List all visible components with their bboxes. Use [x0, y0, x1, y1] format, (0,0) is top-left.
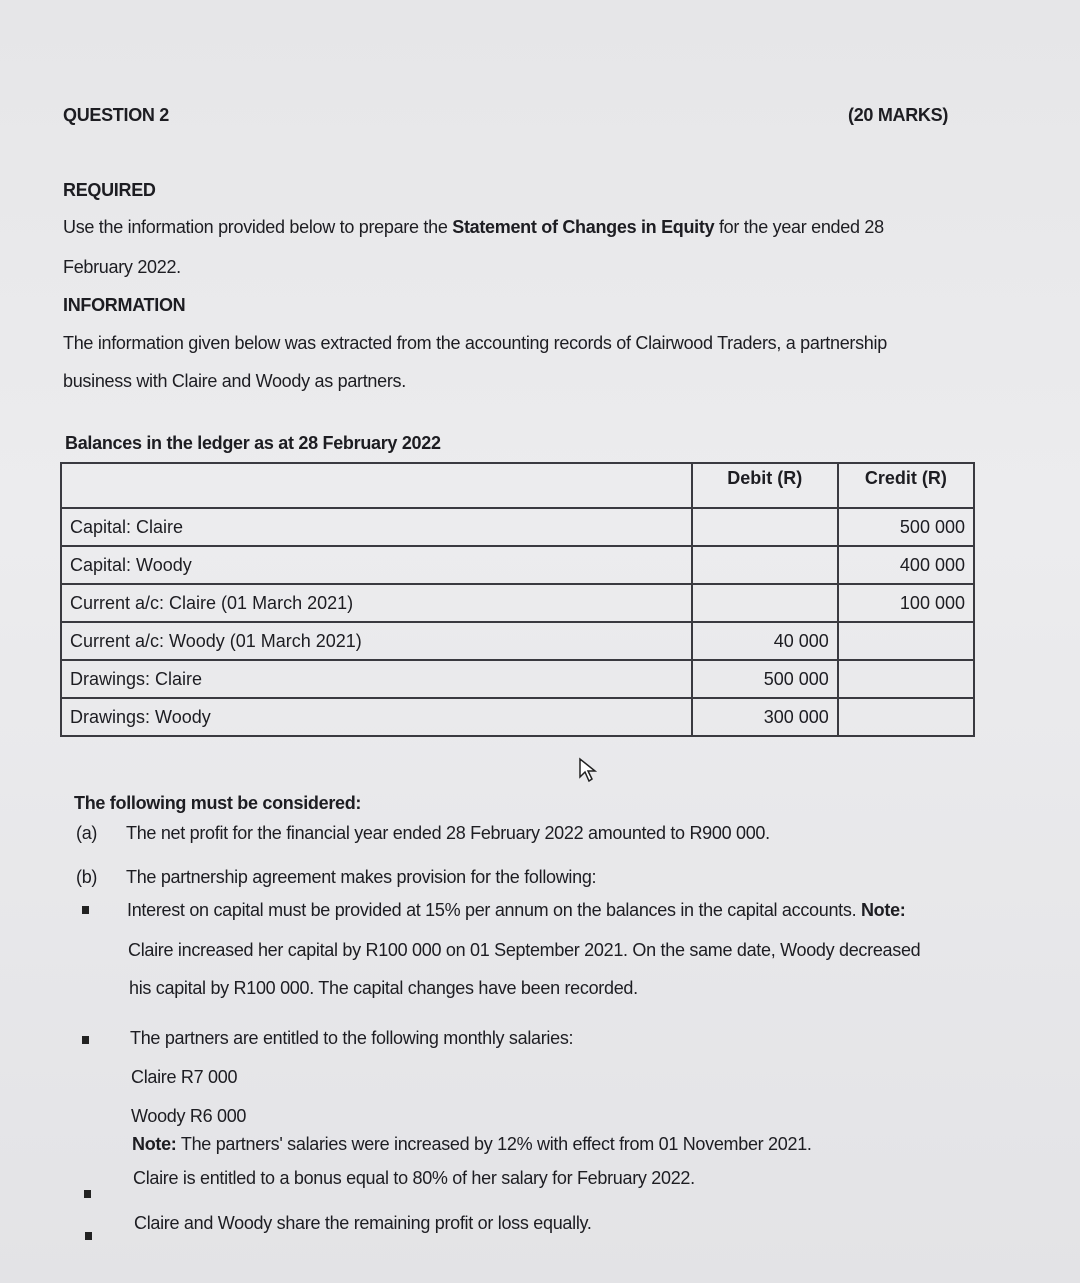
account: Drawings: Claire: [61, 660, 692, 698]
required-heading: REQUIRED: [63, 180, 156, 200]
text: for the year ended 28: [714, 217, 884, 237]
text: The partners' salaries were increased by 12% with effect from 01 November 2021.: [176, 1134, 812, 1154]
header-account: [61, 463, 692, 508]
item-a-text: The net profit for the financial year ended 28 February 2022 amounted to R900 000.: [126, 823, 770, 843]
item-a-label: (a): [76, 823, 98, 843]
claire-salary: Claire R7 000: [131, 1067, 238, 1087]
marks-label: (20 MARKS): [848, 105, 949, 125]
item-b-label: (b): [76, 867, 98, 887]
required-line-1: [63, 217, 884, 238]
credit: 100 000: [838, 584, 974, 622]
share-text: Claire and Woody share the remaining profit or loss equally.: [134, 1213, 592, 1233]
header-credit: Credit (R): [838, 463, 974, 508]
bullet-icon: [82, 906, 89, 914]
note-label: Note:: [132, 1134, 177, 1154]
table-row: [61, 584, 974, 622]
mouse-cursor-icon: [578, 757, 598, 783]
considerations-heading: The following must be considered:: [74, 793, 362, 813]
information-heading: INFORMATION: [63, 295, 186, 315]
required-line-2: February 2022.: [63, 257, 181, 277]
table-row: [61, 622, 974, 660]
question-title: QUESTION 2: [63, 105, 170, 125]
credit: [838, 622, 974, 660]
text: Use the information provided below to prepare the: [63, 217, 453, 237]
debit: 40 000: [692, 622, 838, 660]
text-bold: Statement of Changes in Equity: [452, 217, 715, 237]
table-header-row: [61, 463, 974, 508]
debit: 500 000: [692, 660, 838, 698]
interest-line-1: [127, 900, 905, 921]
information-line-1: The information given below was extracted from the accounting records of Clairwood Traders, a partnership: [63, 333, 887, 353]
interest-line-3: his capital by R100 000. The capital changes have been recorded.: [129, 978, 638, 998]
table-row: [61, 546, 974, 584]
account: Drawings: Woody: [61, 698, 692, 736]
woody-salary: Woody R6 000: [131, 1106, 247, 1126]
ledger-table: [60, 462, 975, 737]
table-row: [61, 698, 974, 736]
interest-line-2: Claire increased her capital by R100 000 on 01 September 2021. On the same date, Woody decreased: [128, 940, 921, 960]
debit: 300 000: [692, 698, 838, 736]
bullet-icon: [84, 1190, 91, 1198]
table-row: [61, 660, 974, 698]
account: Current a/c: Claire (01 March 2021): [61, 584, 692, 622]
account: Capital: Woody: [61, 546, 692, 584]
text: Interest on capital must be provided at 15% per annum on the balances in the capital accounts.: [127, 900, 857, 920]
bullet-icon: [82, 1036, 89, 1044]
item-b-text: The partnership agreement makes provision for the following:: [126, 867, 597, 887]
table-row: [61, 508, 974, 546]
bullet-icon: [85, 1232, 92, 1240]
salaries-text: The partners are entitled to the following monthly salaries:: [130, 1028, 574, 1048]
bonus-text: Claire is entitled to a bonus equal to 80% of her salary for February 2022.: [133, 1168, 695, 1188]
salary-note: [132, 1134, 812, 1155]
debit: [692, 546, 838, 584]
debit: [692, 584, 838, 622]
account: Capital: Claire: [61, 508, 692, 546]
ledger-caption: Balances in the ledger as at 28 February 2022: [65, 433, 441, 453]
information-line-2: business with Claire and Woody as partners.: [63, 371, 406, 391]
credit: [838, 660, 974, 698]
account: Current a/c: Woody (01 March 2021): [61, 622, 692, 660]
header-debit: Debit (R): [692, 463, 838, 508]
note-label: Note:: [860, 900, 906, 920]
credit: 400 000: [838, 546, 974, 584]
credit: 500 000: [838, 508, 974, 546]
credit: [838, 698, 974, 736]
debit: [692, 508, 838, 546]
